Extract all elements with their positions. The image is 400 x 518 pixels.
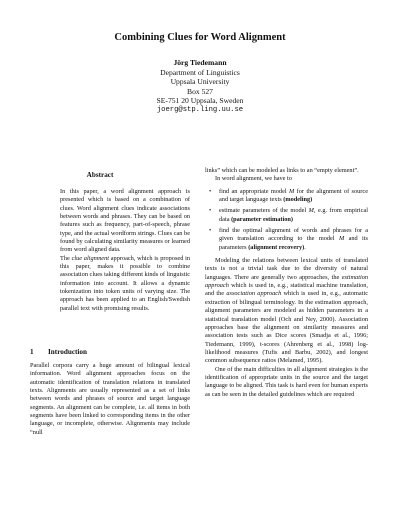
affiliation-line: Uppsala University — [170, 77, 230, 87]
text-run: and its parameters — [219, 235, 368, 251]
text-run: find an appropriate model — [219, 187, 289, 195]
right-column — [205, 167, 368, 399]
body-paragraph: One of the main difficulties in all alignment strategies is the identification of appropriate units in the source and the target language to be aligned. This task is hard even for human experts as can be seen in the detailed guidelines which are required — [205, 365, 368, 398]
section-heading — [30, 348, 87, 356]
affiliation-line: Department of Linguistics — [160, 67, 240, 77]
text-run: which is used in, e.g., automatic extraction of bilingual terminology. In the estimation approach, alignment parameters are modeled as hidden parameters in a statistical translation model (Och and Ney, 2000). Association approaches base the alignment on similarity measures and association tests such as Dice scores (Smadja et al., 1996; Tiedemann, 1999), t-scores (Ahrenberg et al., 1998) log-likelihood measures (Tufis and Barbu, 2002), and longest common subsequence ratios (Melamed, 1995). — [205, 290, 368, 365]
bullet-icon: • — [209, 227, 212, 235]
section-number: 1 — [30, 348, 34, 356]
text-run: , e.g. from empirical data — [219, 207, 369, 223]
emphasis: clue alignment — [71, 254, 109, 262]
list-item — [205, 207, 368, 224]
bullet-icon: • — [209, 187, 212, 195]
text-run: Modeling the relations between lexical units of translated texts is not a trivial task due to the diversity of natural languages. There are generally two approaches, the — [205, 257, 368, 281]
author-name: Jörg Tiedemann — [173, 58, 227, 67]
text-run: . — [304, 243, 306, 251]
text-run: The — [60, 254, 72, 262]
intro-text — [30, 362, 190, 437]
text-run: estimate parameters of the model — [219, 207, 309, 215]
math-var: M — [288, 187, 295, 195]
text-run: which is used in, e.g., statistical machine translation, and the — [205, 282, 368, 298]
author-email[interactable]: joerg@stp.ling.uu.se — [156, 105, 244, 114]
body-paragraph — [205, 257, 368, 365]
emphasis: estimation approach — [205, 273, 368, 290]
emphasis: association approach — [226, 290, 282, 298]
body-paragraph: links” which can be modeled as links to an “empty element”. — [205, 167, 359, 174]
bold-term: (parameter estimation) — [231, 215, 294, 223]
text-run: approach, which is proposed in this paper, makes it possible to combine association clues taking different kinds of linguistic information into account. It allows a dynamic tokenization into token units of varying size. The approach has been applied to an English/Swedish parallel text with promising results. — [60, 254, 191, 312]
task-list — [205, 188, 368, 252]
affiliation-line: SE-751 20 Uppsala, Sweden — [156, 96, 244, 106]
abstract-paragraph: In this paper, a word alignment approach is presented which is based on a combination of clues. Word alignment clues indicate associations between words and phrases. They can be based on features such as frequency, part-of-speech, phrase type, and the actual wordform strings. Clues can be found by calculating similarity measures or learned from word aligned data. — [60, 188, 190, 254]
abstract-paragraph — [60, 255, 190, 313]
affiliation-line: Box 527 — [187, 86, 213, 96]
math-var: M — [308, 207, 314, 215]
body-paragraph: In word alignment, we have to — [215, 175, 292, 183]
abstract-heading: Abstract — [86, 171, 114, 179]
text-run: for the alignment of source and target language texts — [219, 187, 368, 204]
paper-title: Combining Clues for Word Alignment — [114, 32, 286, 43]
list-item — [205, 227, 368, 252]
intro-paragraph: Parallel corpora carry a huge amount of bilingual lexical information. Word alignment approaches focus on the automatic identification of translation relations in translated texts. Alignments are usually represented as a set of links between words and phrases of source and target language segments. An alignment can be complete, i.e. all items in both segments have been linked to corresponding items in the other language, or incomplete, otherwise. Alignments may include “null — [30, 362, 190, 436]
abstract-text — [60, 188, 190, 313]
math-var: M — [338, 235, 345, 243]
section-title: Introduction — [48, 348, 88, 356]
list-item — [205, 188, 368, 205]
author-block — [0, 58, 400, 116]
bold-term: (alignment recovery) — [248, 243, 305, 251]
bullet-icon: • — [209, 207, 212, 215]
bold-term: (modeling) — [283, 196, 313, 204]
text-run: find the optimal alignment of words and phrases for a given translation according to the model — [219, 227, 368, 243]
